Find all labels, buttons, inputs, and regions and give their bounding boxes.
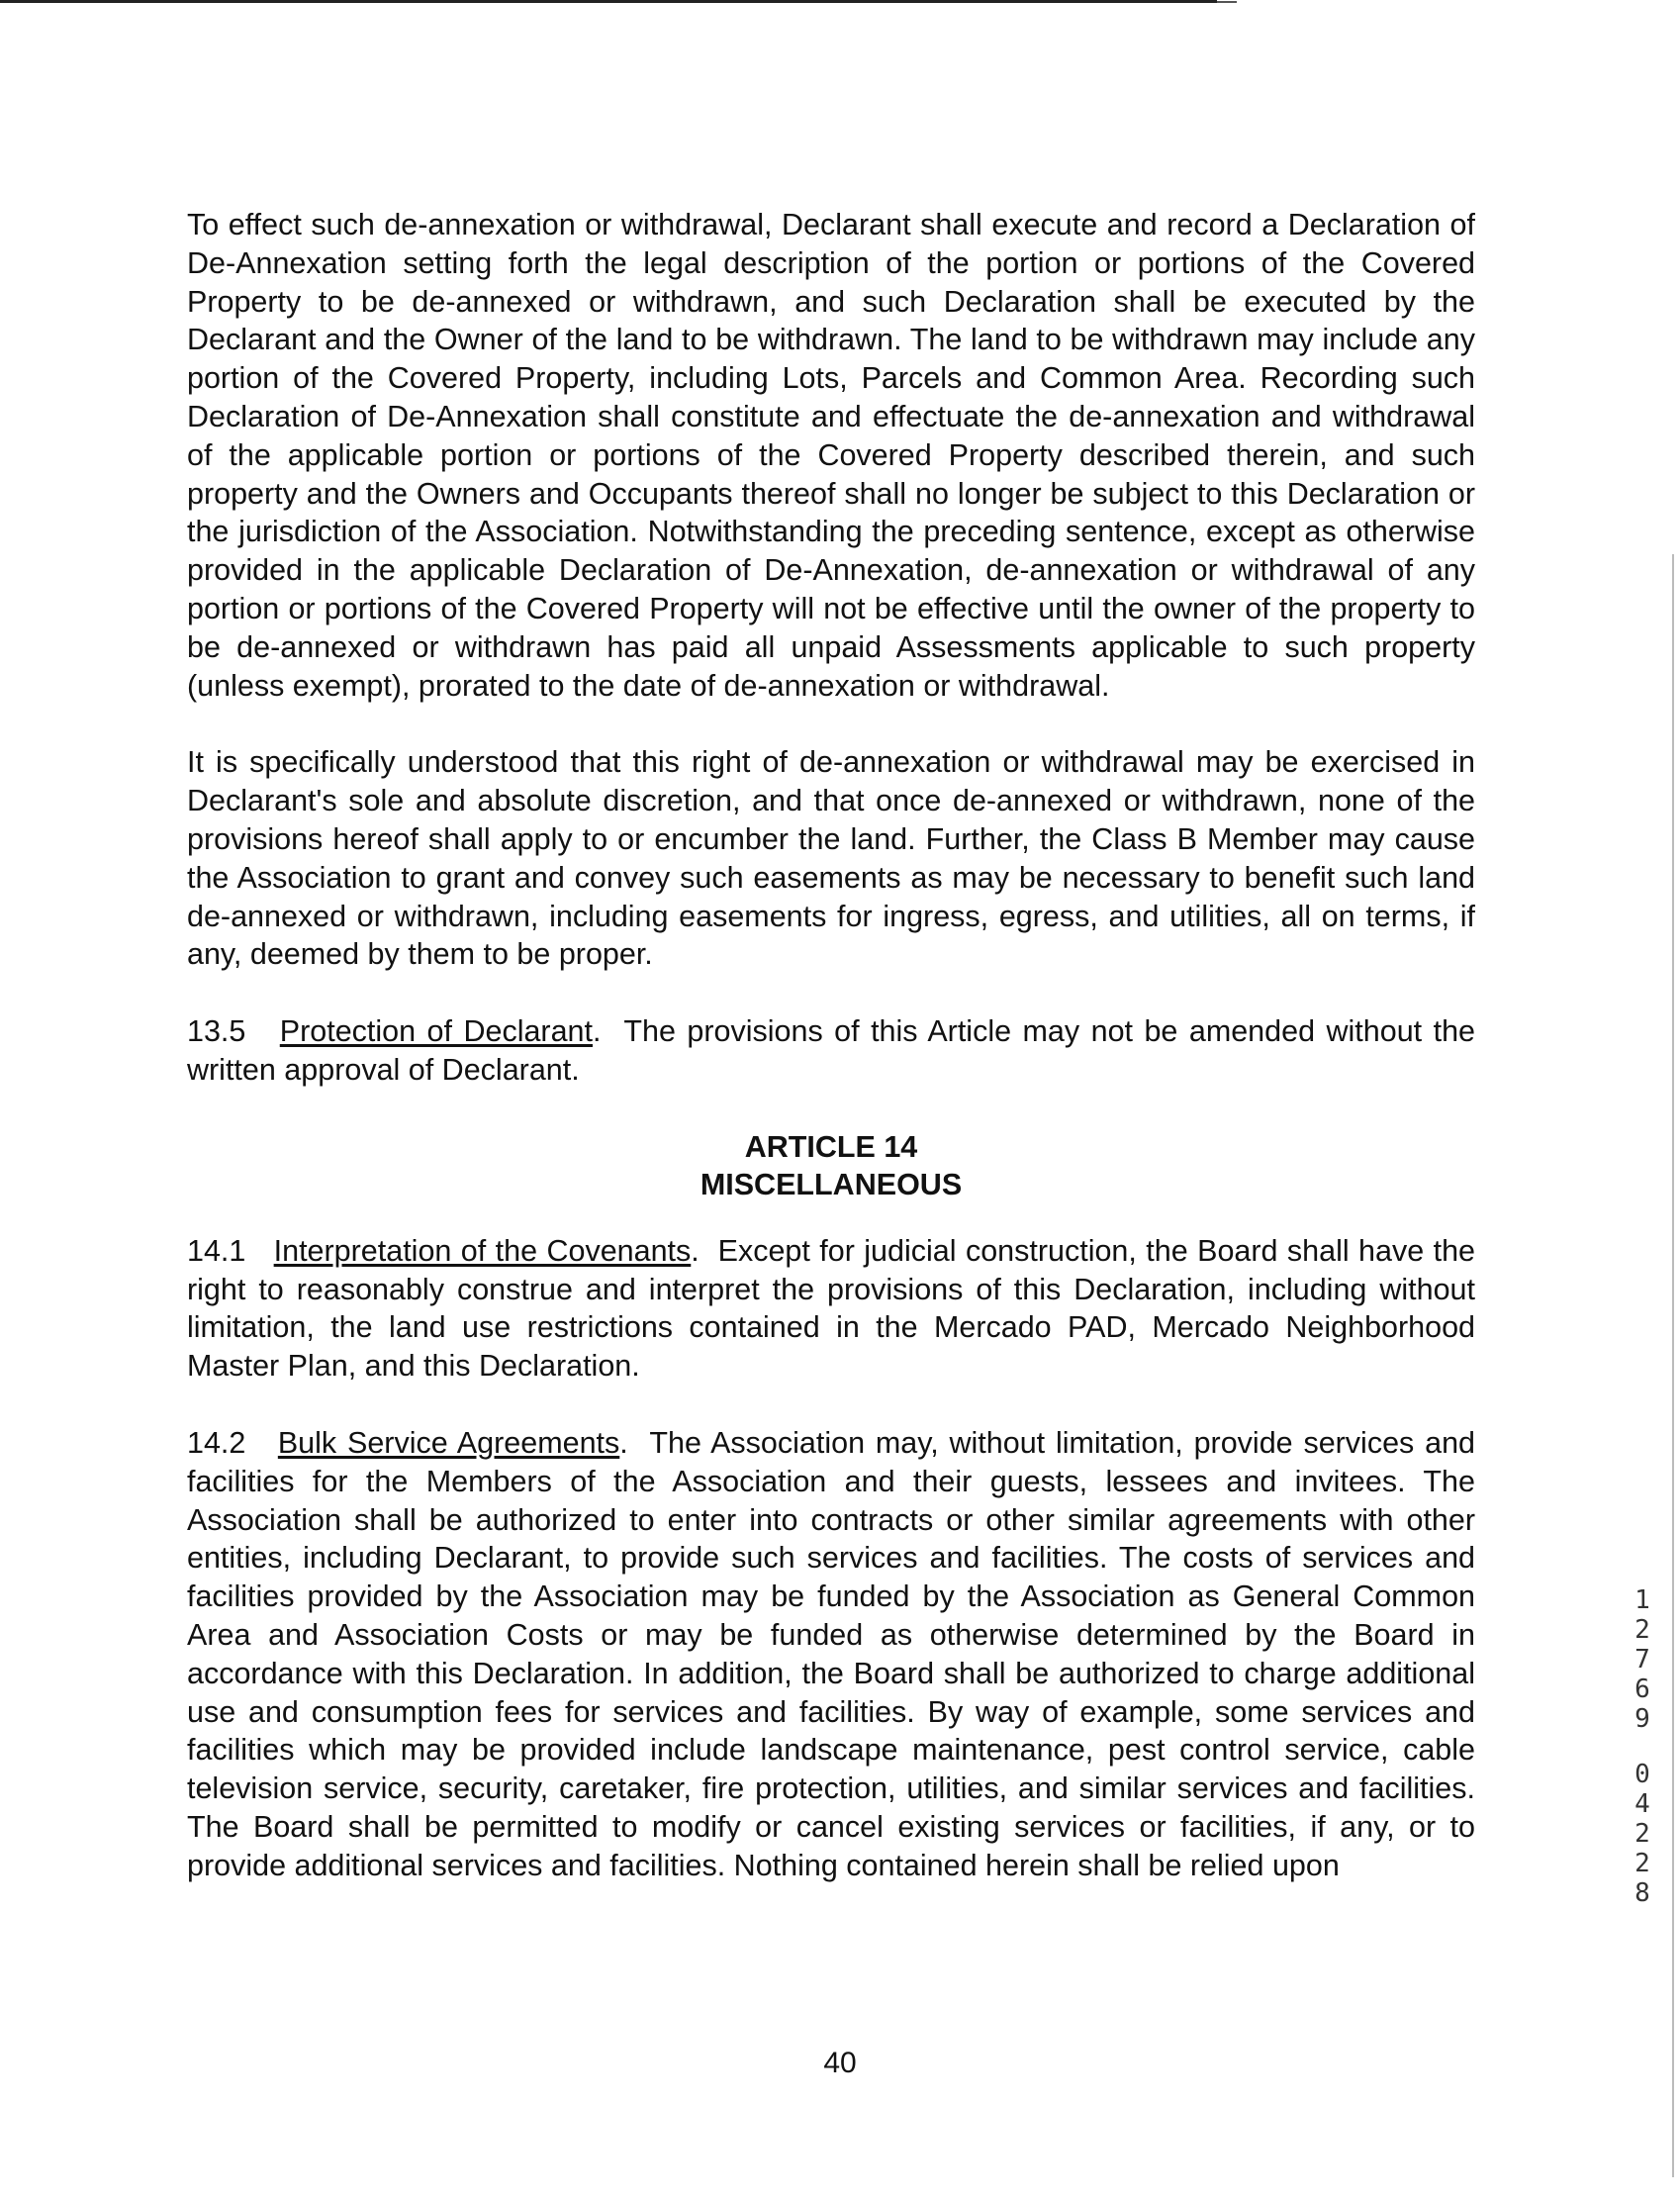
section-number: 14.2	[187, 1425, 246, 1460]
paragraph-deannexation: To effect such de-annexation or withdrawal, Declarant shall execute and record a Declaration of De-Annexation setting forth the legal description of the portion or portions of the Covered Property to be de-annexed or withdrawn, and such Declaration shall be executed by the Declarant and the Owner of the land to be withdrawn. The land to be withdrawn may include any portion of the Covered Property, including Lots, Parcels and Common Area. Recording such Declaration of De-Annexation shall constitute and effectuate the de-annexation and withdrawal of the applicable portion or portions of the Covered Property described therein, and such property and the Owners and Occupants thereof shall no longer be subject to this Declaration or the jurisdiction of the Association. Notwithstanding the preceding sentence, except as otherwise provided in the applicable Declaration of De-Annexation, de-annexation or withdrawal of any portion or portions of the Covered Property will not be effective until the owner of the property to be de-annexed or withdrawn has paid all unpaid Assessments applicable to such property (unless exempt), prorated to the date of de-annexation or withdrawal.	[187, 208, 1475, 703]
section-text: The Association may, without limitation, provide services and facilities for the Members of the Association and their guests, lessees and invitees. The Association shall be authorized to enter into contracts or other similar agreements with other entities, including Declarant, to provide such services and facilities. The costs of services and facilities provided by the Association may be funded by the Association as General Common Area and Association Costs or may be funded as otherwise determined by the Board in accordance with this Declaration. In addition, the Board shall be authorized to charge additional use and consumption fees for services and facilities. By way of example, some services and facilities which may be provided include landscape maintenance, pest control service, cable television service, security, caretaker, fire protection, utilities, and similar services and facilities. The Board shall be permitted to modify or cancel existing services or facilities, if any, or to provide additional services and facilities. Nothing contained herein shall be relied upon	[187, 1425, 1476, 1882]
section-heading: Protection of Declarant	[279, 1014, 593, 1049]
section-text: The provisions of this Article may not be amended without the written approval of Declarant.	[187, 1014, 1475, 1087]
section-number: 13.5	[187, 1014, 246, 1049]
section-number: 14.1	[187, 1233, 246, 1268]
scan-border-line	[0, 0, 1217, 3]
recording-number-second: 0 4 2 2 8	[1634, 1760, 1650, 1908]
section-heading: Interpretation of the Covenants	[273, 1233, 692, 1268]
document-body	[187, 206, 1475, 1884]
section-14-2: 14.2 Bulk Service Agreements. The Association may, without limitation, provide services and facilities for the Members of the Association and their guests, lessees and invitees. The Association shall be authorized to enter into contracts or other similar agreements with other entities, including Declarant, to provide such services and facilities. The costs of services and facilities provided by the Association may be funded by the Association as General Common Area and Association Costs or may be funded as otherwise determined by the Board in accordance with this Declaration. In addition, the Board shall be authorized to charge additional use and consumption fees for services and facilities. By way of example, some services and facilities which may be provided include landscape maintenance, pest control service, cable television service, security, caretaker, fire protection, utilities, and similar services and facilities. The Board shall be permitted to modify or cancel existing services or facilities, if any, or to provide additional services and facilities. Nothing contained herein shall be relied upon	[187, 1425, 1476, 1882]
scan-border-line	[1217, 1, 1237, 3]
section-13-5: 13.5 Protection of Declarant. The provisions of this Article may not be amended without the written approval of Declarant.	[187, 1014, 1475, 1087]
page-number: 40	[823, 2047, 857, 2079]
article-heading	[187, 1128, 1475, 1203]
section-14-1: 14.1 Interpretation of the Covenants. Except for judicial construction, the Board shall have the right to reasonably construe and interpret the provisions of this Declaration, including without limitation, the land use restrictions contained in the Mercado PAD, Mercado Neighborhood Master Plan, and this Declaration.	[187, 1233, 1476, 1384]
section-text: Except for judicial construction, the Board shall have the right to reasonably construe and interpret the provisions of this Declaration, including without limitation, the land use restrictions contained in the Mercado PAD, Mercado Neighborhood Master Plan, and this Declaration.	[187, 1233, 1476, 1384]
recording-number-first: 1 2 7 6 9	[1634, 1585, 1650, 1734]
article-subtitle: MISCELLANEOUS	[700, 1167, 963, 1201]
paragraph-discretion: It is specifically understood that this right of de-annexation or withdrawal may be exercised in Declarant's sole and absolute discretion, and that once de-annexed or withdrawn, none of the provisions hereof shall apply to or encumber the land. Further, the Class B Member may cause the Association to grant and convey such easements as may be necessary to benefit such land de-annexed or withdrawn, including easements for ingress, egress, and utilities, all on terms, if any, deemed by them to be proper.	[187, 745, 1475, 972]
recording-stamp	[1623, 1585, 1662, 1908]
scan-edge-shadow	[1672, 554, 1674, 2177]
article-title: ARTICLE 14	[744, 1129, 918, 1164]
section-heading: Bulk Service Agreements	[277, 1425, 620, 1460]
